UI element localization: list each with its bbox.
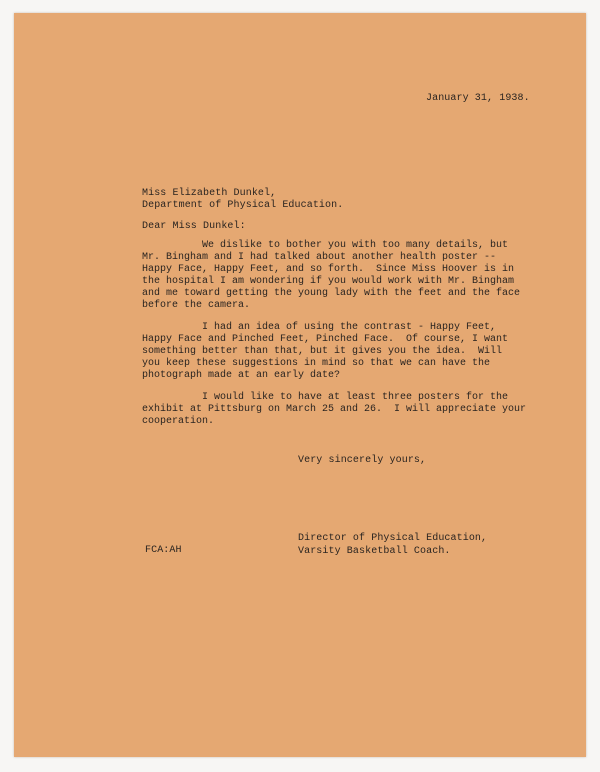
paragraph-line: Happy Face and Pinched Feet, Pinched Face. Of course, I want	[142, 334, 509, 345]
paragraph-line: you keep these suggestions in mind so that we can have the	[142, 358, 491, 369]
recipient-name: Miss Elizabeth Dunkel,	[142, 188, 277, 199]
letter-page	[14, 13, 586, 757]
reference-initials: FCA:AH	[145, 545, 182, 556]
body-paragraph-2	[142, 322, 508, 382]
body-paragraph-1	[142, 240, 520, 312]
paragraph-line: the hospital I am wondering if you would work with Mr. Bingham	[142, 276, 515, 287]
recipient-department: Department of Physical Education.	[142, 200, 344, 211]
signature-title-line-2: Varsity Basketball Coach.	[298, 546, 451, 557]
paragraph-line: photograph made at an early date?	[142, 370, 341, 381]
paragraph-line: something better than that, but it gives you the idea. Will	[142, 346, 503, 357]
paragraph-line: I had an idea of using the contrast - Happy Feet,	[142, 322, 497, 333]
paragraph-line: exhibit at Pittsburg on March 25 and 26. I will appreciate your	[142, 404, 527, 415]
paragraph-line: cooperation.	[142, 416, 215, 427]
body-paragraph-3	[142, 392, 526, 428]
paragraph-line: Mr. Bingham and I had talked about another health poster --	[142, 252, 497, 263]
closing: Very sincerely yours,	[298, 455, 427, 466]
paragraph-line: We dislike to bother you with too many details, but	[142, 240, 509, 251]
paragraph-line: before the camera.	[142, 300, 251, 311]
paragraph-line: and me toward getting the young lady with the feet and the face	[142, 288, 521, 299]
paragraph-line: I would like to have at least three posters for the	[142, 392, 509, 403]
paragraph-line: Happy Face, Happy Feet, and so forth. Since Miss Hoover is in	[142, 264, 515, 275]
salutation: Dear Miss Dunkel:	[142, 221, 246, 232]
letter-date: January 31, 1938.	[426, 93, 530, 104]
signature-title-line-1: Director of Physical Education,	[298, 533, 488, 544]
